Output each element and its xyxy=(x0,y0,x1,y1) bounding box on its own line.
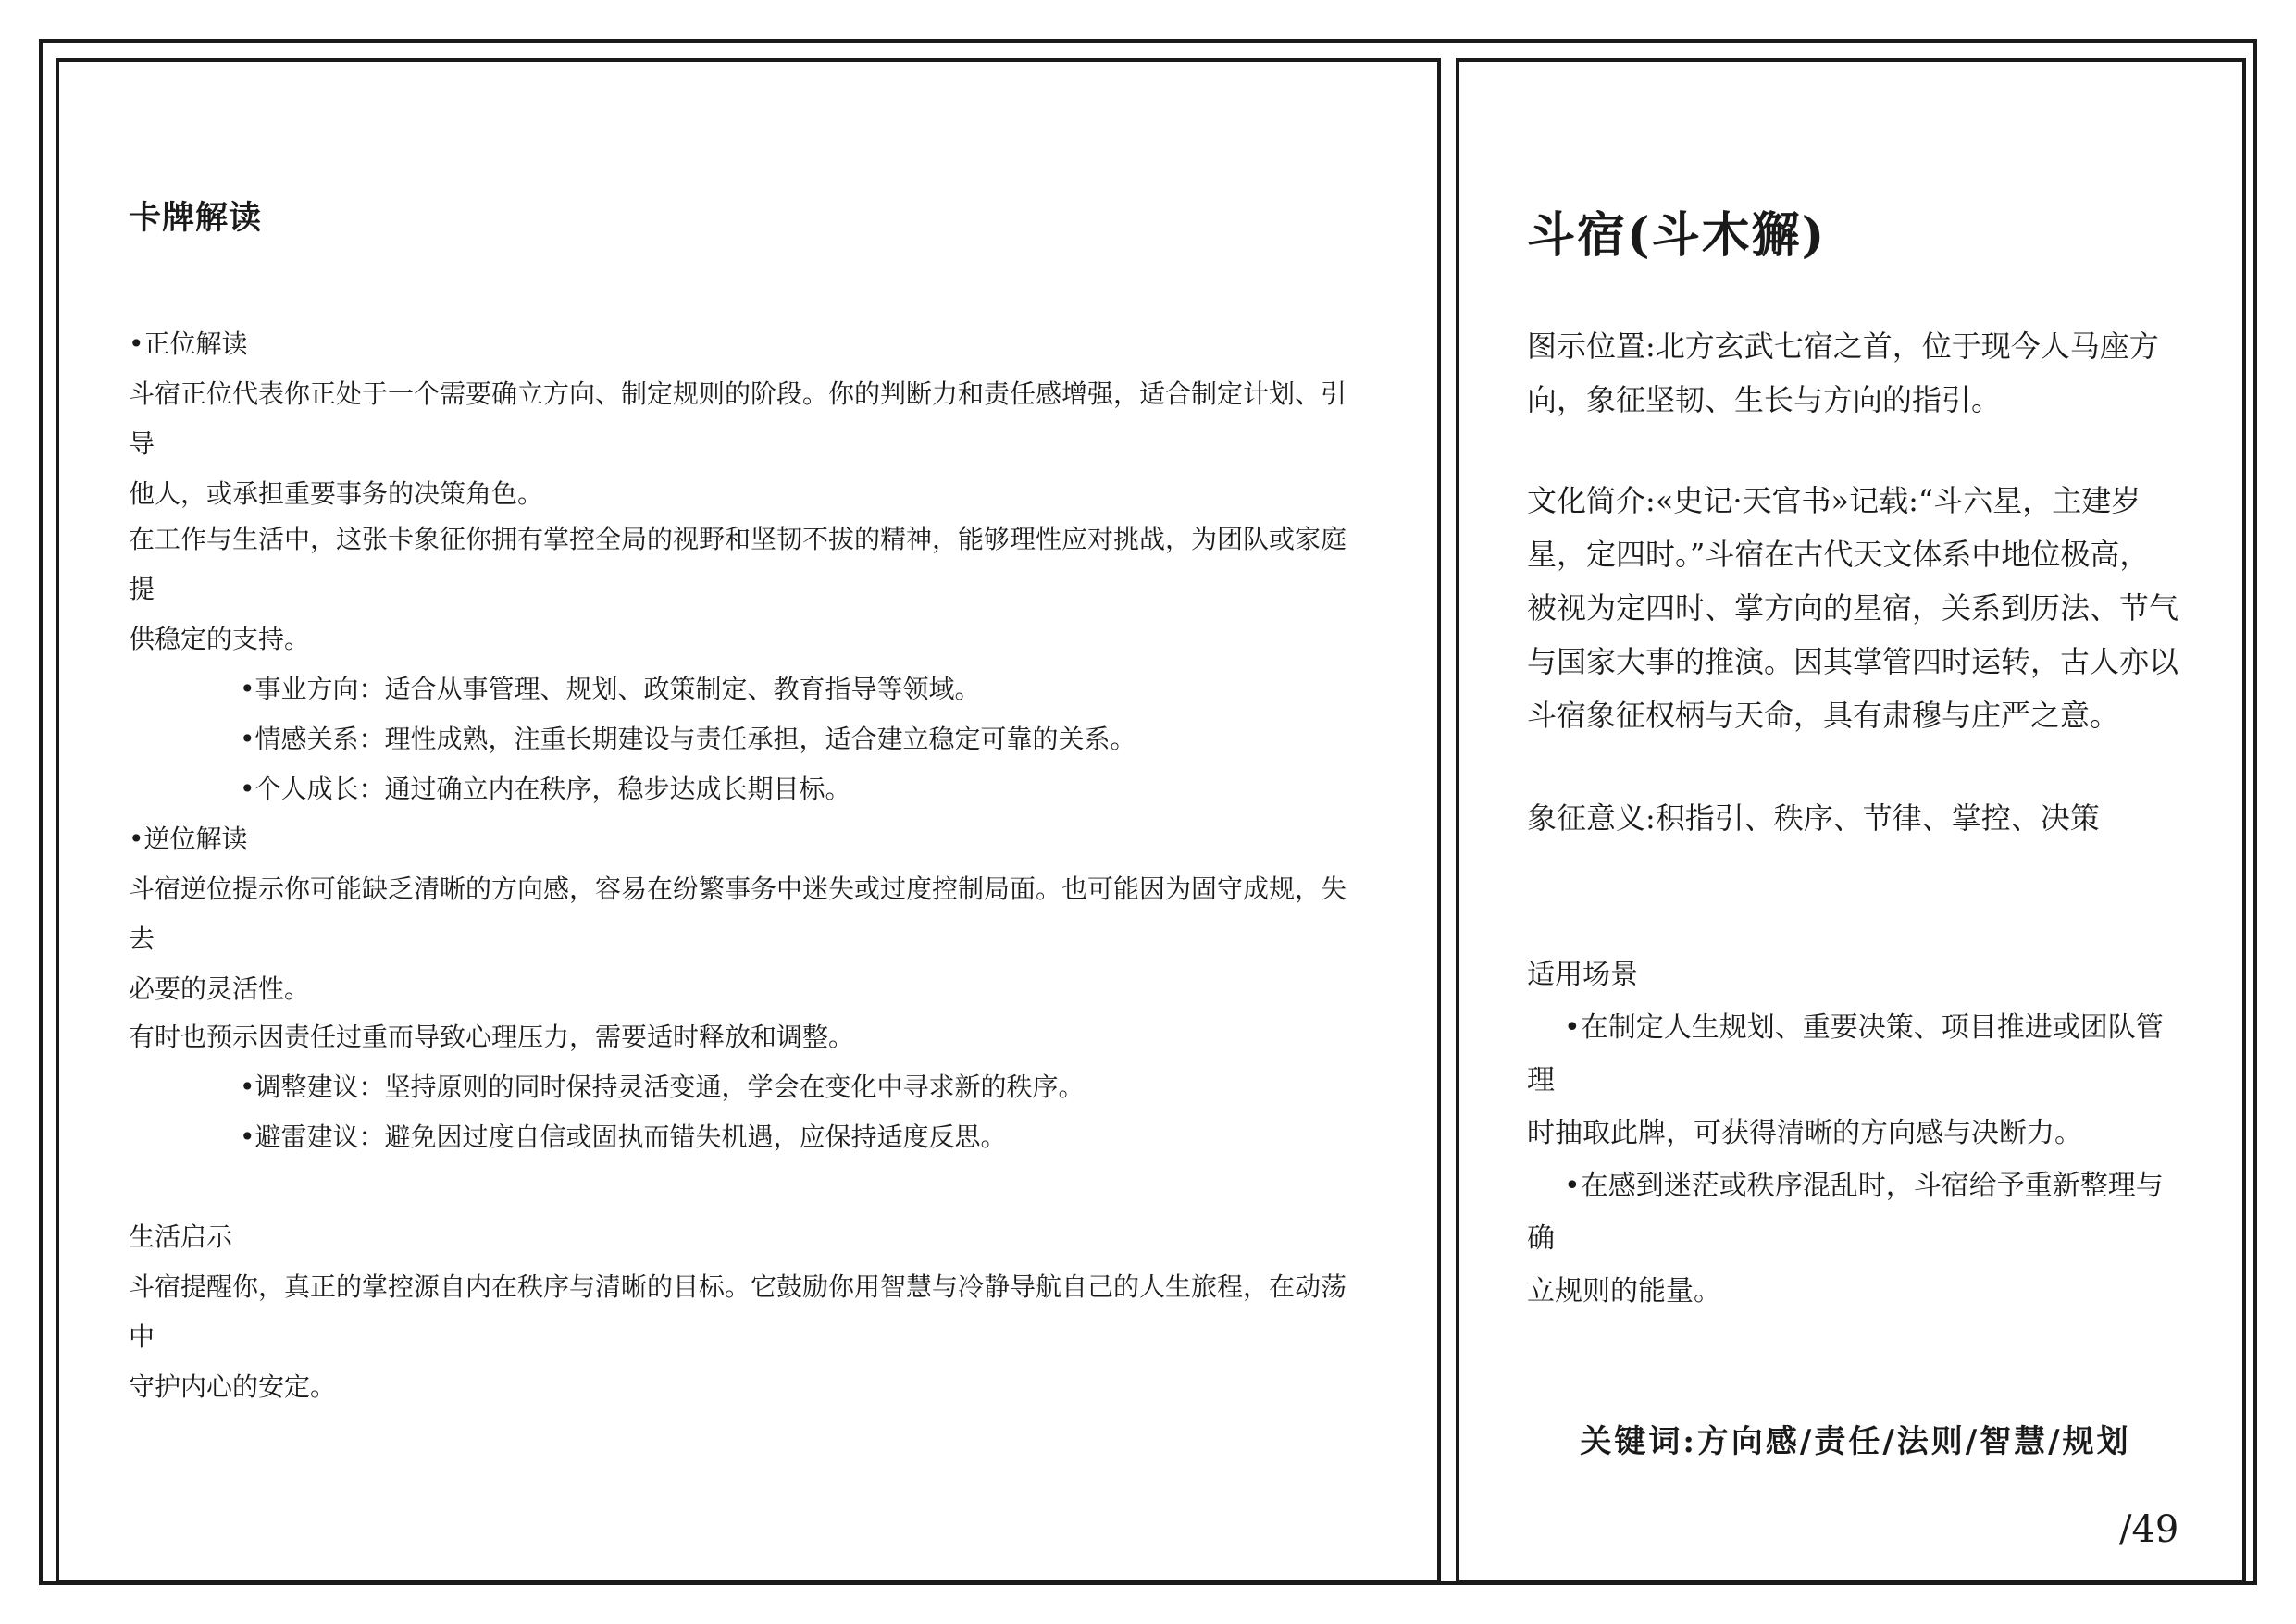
scenes-line: •在感到迷茫或秩序混乱时，斗宿给予重新整理与确 xyxy=(1527,1170,2164,1255)
life-insight-line: 斗宿提醒你，真正的掌控源自内在秩序与清晰的目标。它鼓励你用智慧与冷静导航自己的人生旅程，在动荡中 xyxy=(129,1271,1347,1352)
card-title: 斗宿(斗木獬) xyxy=(1527,207,1827,264)
reversed-bullet-avoid: •避雷建议：避免因过度自信或固执而错失机遇，应保持适度反思。 xyxy=(240,1122,1007,1152)
upright-context xyxy=(129,514,1369,814)
culture-line: 文化简介:«史记·天官书»记载:“斗六星，主建岁 xyxy=(1527,483,2141,518)
life-insight-section xyxy=(129,1212,1369,1412)
upright-title: •正位解读 xyxy=(129,329,248,359)
culture-section xyxy=(1527,474,2184,742)
reversed-section xyxy=(129,814,1369,1014)
life-insight-line: 守护内心的安定。 xyxy=(129,1371,337,1402)
keywords: 关键词:方向感/责任/法则/智慧/规划 xyxy=(1580,1423,2131,1460)
culture-line: 与国家大事的推演。因其掌管四时运转，古人亦以 xyxy=(1527,644,2179,679)
upright-context-line: 在工作与生活中，这张卡象征你拥有掌控全局的视野和坚韧不拔的精神，能够理性应对挑战，为团队或家庭提 xyxy=(129,524,1347,604)
scenes-line: 时抽取此牌，可获得清晰的方向感与决断力。 xyxy=(1527,1117,2082,1149)
upright-line: 他人，或承担重要事务的决策角色。 xyxy=(129,478,544,509)
upright-line: 斗宿正位代表你正处于一个需要确立方向、制定规则的阶段。你的判断力和责任感增强，适合制定计划、引导 xyxy=(129,378,1347,459)
reversed-title: •逆位解读 xyxy=(129,824,248,854)
meaning-section xyxy=(1527,791,2184,845)
symbolic-meaning: 象征意义:积指引、秩序、节律、掌控、决策 xyxy=(1527,800,2100,836)
upright-bullet-career: •事业方向：适合从事管理、规划、政策制定、教育指导等领域。 xyxy=(240,674,981,704)
position-section xyxy=(1527,319,2184,427)
reversed-context-line: 有时也预示因责任过重而导致心理压力，需要适时释放和调整。 xyxy=(129,1022,855,1052)
scenes-line: 立规则的能量。 xyxy=(1527,1275,1721,1308)
scenes-line: •在制定人生规划、重要决策、项目推进或团队管理 xyxy=(1527,1011,2164,1097)
reversed-line: 必要的灵活性。 xyxy=(129,973,311,1004)
card-interpretation-heading: 卡牌解读 xyxy=(129,199,263,237)
upright-bullet-relationship: •情感关系：理性成熟，注重长期建设与责任承担，适合建立稳定可靠的关系。 xyxy=(240,724,1136,754)
culture-line: 星，定四时。”斗宿在古代天文体系中地位极高， xyxy=(1527,537,2150,572)
position-line: 图示位置:北方玄武七宿之首，位于现今人马座方 xyxy=(1527,329,2159,364)
upright-section xyxy=(129,319,1369,519)
upright-context-line: 供稳定的支持。 xyxy=(129,624,311,654)
position-line: 向，象征坚韧、生长与方向的指引。 xyxy=(1527,382,2002,417)
reversed-line: 斗宿逆位提示你可能缺乏清晰的方向感，容易在纷繁事务中迷失或过度控制局面。也可能因为固守成规，失去 xyxy=(129,874,1347,954)
reversed-bullet-adjust: •调整建议：坚持原则的同时保持灵活变通，学会在变化中寻求新的秩序。 xyxy=(240,1072,1085,1102)
life-insight-title: 生活启示 xyxy=(129,1221,233,1252)
scenes-title: 适用场景 xyxy=(1527,959,1638,991)
culture-line: 被视为定四时、掌方向的星宿，关系到历法、节气 xyxy=(1527,590,2179,626)
scenes-section xyxy=(1527,948,2184,1318)
page-number: /49 xyxy=(2119,1508,2179,1551)
upright-bullet-growth: •个人成长：通过确立内在秩序，稳步达成长期目标。 xyxy=(240,774,851,804)
reversed-context xyxy=(129,1012,1369,1162)
culture-line: 斗宿象征权柄与天命，具有肃穆与庄严之意。 xyxy=(1527,698,2120,733)
